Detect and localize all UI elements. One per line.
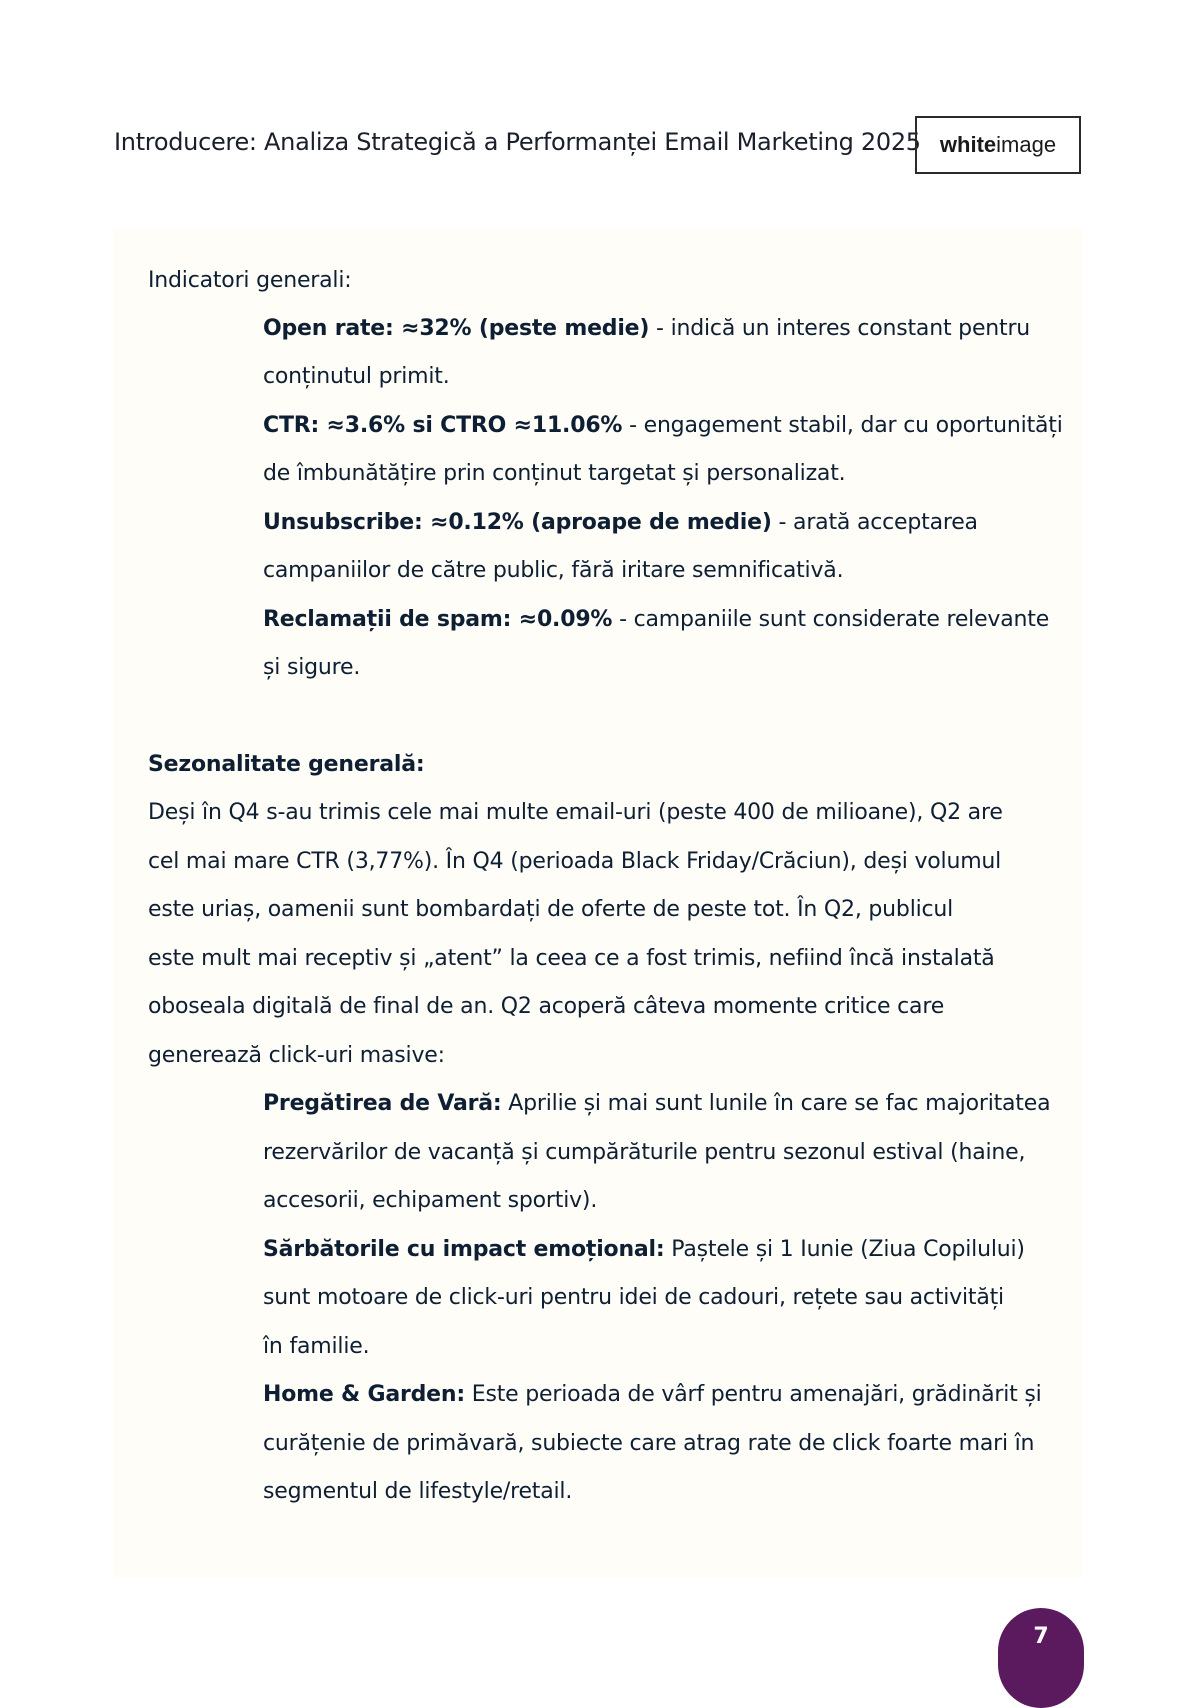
indicator-line: CTR: ≈3.6% si CTRO ≈11.06% - engagement stabil, dar cu oportunități [263,413,1063,438]
seasonality-bullet-line: accesorii, echipament sportiv). [263,1188,598,1213]
seasonality-bullet-line: segmentul de lifestyle/retail. [263,1479,573,1504]
seasonality-paragraph-line: generează click-uri masive: [148,1043,445,1068]
seasonality-bullet-line: curățenie de primăvară, subiecte care atrag rate de click foarte mari în [263,1431,1035,1456]
brand-logo [915,116,1081,174]
indicator-line: de îmbunătățire prin conținut targetat și personalizat. [263,461,846,486]
indicators-heading: Indicatori generali: [148,268,352,293]
seasonality-paragraph-line: este uriaș, oamenii sunt bombardați de oferte de peste tot. În Q2, publicul [148,897,954,922]
page-header-title: Introducere: Analiza Strategică a Performanței Email Marketing 2025 [114,128,921,156]
seasonality-bullet-line: Pregătirea de Vară: Aprilie și mai sunt lunile în care se fac majoritatea [263,1091,1051,1116]
logo-regular-part: image [996,132,1057,157]
indicator-line: Open rate: ≈32% (peste medie) - indică un interes constant pentru [263,316,1031,341]
seasonality-bullet-line: Home & Garden: Este perioada de vârf pentru amenajări, grădinărit și [263,1382,1042,1407]
seasonality-bullet-line: sunt motoare de click-uri pentru idei de cadouri, rețete sau activități [263,1285,1004,1310]
indicator-line: campaniilor de către public, fără iritare semnificativă. [263,558,844,583]
indicator-line: Reclamații de spam: ≈0.09% - campaniile sunt considerate relevante [263,607,1050,632]
seasonality-bullet-line: Sărbătorile cu impact emoțional: Paștele și 1 Iunie (Ziua Copilului) [263,1237,1025,1262]
seasonality-paragraph-line: oboseala digitală de final de an. Q2 acoperă câteva momente critice care [148,994,945,1019]
seasonality-heading: Sezonalitate generală: [148,752,425,777]
indicator-line: și sigure. [263,655,361,680]
seasonality-paragraph-line: cel mai mare CTR (3,77%). În Q4 (perioada Black Friday/Crăciun), deși volumul [148,849,1002,874]
page-number-badge: 7 [998,1608,1084,1708]
indicator-line: conținutul primit. [263,364,450,389]
logo-bold-part: white [939,132,997,157]
indicator-line: Unsubscribe: ≈0.12% (aproape de medie) - arată acceptarea [263,510,978,535]
seasonality-paragraph-line: Deși în Q4 s-au trimis cele mai multe email-uri (peste 400 de milioane), Q2 are [148,800,1003,825]
seasonality-bullet-line: în familie. [263,1334,370,1359]
seasonality-bullet-line: rezervărilor de vacanță și cumpărăturile pentru sezonul estival (haine, [263,1140,1026,1165]
seasonality-paragraph-line: este mult mai receptiv și „atent” la ceea ce a fost trimis, nefiind încă instalată [148,946,995,971]
